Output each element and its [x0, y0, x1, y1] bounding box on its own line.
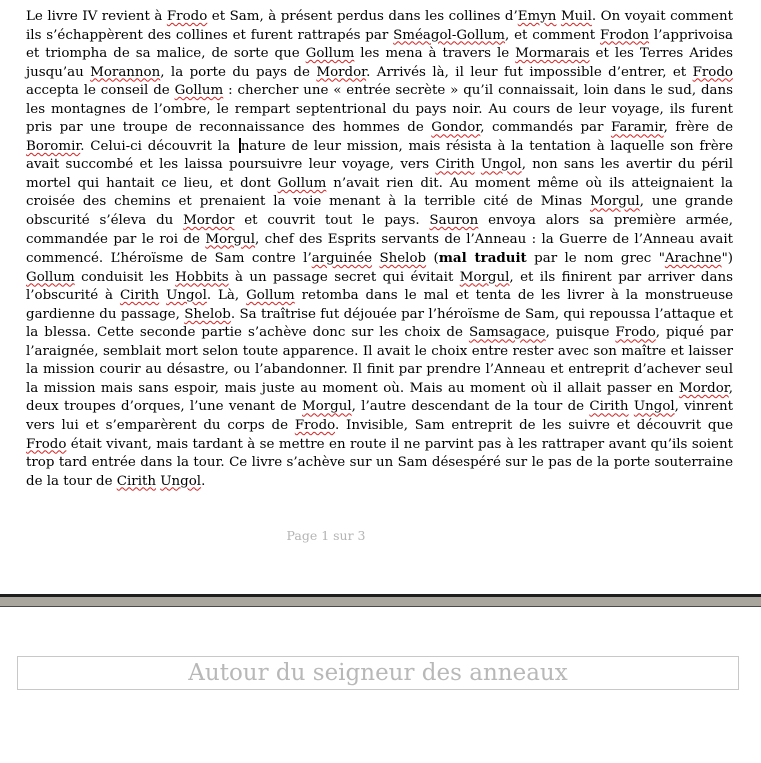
text-run: , non sans les avertir du péril mortel qui hantait ce lieu, et dont [26, 157, 733, 191]
misspelled-word: Emyn [517, 9, 557, 24]
misspelled-word: Morgul [590, 194, 640, 210]
misspelled-word: Frodon [600, 27, 650, 43]
text-run: Le livre IV revient à [26, 9, 167, 24]
misspelled-word: Frodo [615, 325, 656, 341]
misspelled-word: Mordor [316, 64, 367, 80]
text-run: , et comment [505, 27, 601, 43]
text-run: ( [426, 251, 439, 267]
misspelled-word: Frodo [166, 9, 208, 24]
text-run: nature de leur mission, mais résista à la tentation à laquelle son frère avait succombé et les laissa poursuivre leur voyage, vers [26, 138, 733, 173]
text-run: ") [721, 251, 733, 267]
misspelled-word: Ungol [633, 399, 675, 415]
page-footer: Page 1 sur 3 [286, 528, 366, 543]
text-run: , la porte du pays de [160, 64, 317, 80]
text-run: , piqué par l’araignée, semblait mort selon toute apparence. Il avait le choix entre rester avec son maître et laisser la mission courir au désastre, ou l’abandonner. Il finit par prendre l’Anneau et entreprit d’achever seul la mission mais sans espoir, mais juste au moment où. Mais au moment où il allait passer en [26, 325, 733, 396]
misspelled-word: Gollum [174, 83, 224, 99]
misspelled-word: Frodo [294, 418, 335, 434]
misspelled-word: arguinée [311, 251, 373, 267]
text-run: , une grande obscurité s’éleva du [26, 194, 733, 229]
misspelled-word: Sméagol-Gollum [393, 27, 505, 43]
text-run: , l’autre descendant de la tour de [351, 399, 590, 415]
misspelled-word: Cirith [116, 473, 156, 489]
misspelled-word: Muil [560, 9, 592, 24]
page-header-box[interactable] [17, 656, 739, 690]
text-run: , vinrent vers lui et s’emparèrent du corps de [26, 399, 734, 434]
misspelled-word: Gollum [26, 269, 75, 285]
text-run: à un passage secret qui évitait [228, 269, 460, 285]
text-run: , puisque [545, 325, 616, 341]
text-run: . Là, [206, 288, 247, 304]
misspelled-word: Faramir [610, 120, 664, 136]
misspelled-word: Gollum [277, 175, 327, 191]
text-run: n’avait rien dit. Au moment même où ils atteignaient la croisée des chemins et prenaient la voie menant à la terrible cité de Minas [26, 175, 733, 210]
misspelled-word: Mormarais [515, 46, 590, 62]
text-run: , chef des Esprits servants de l’Anneau : la Guerre de l’Anneau avait commencé. L’héroïsme de Sam contre l’ [26, 231, 733, 267]
text-run: et Sam, à présent perdus dans les collines d’ [207, 9, 518, 24]
text-run: et les Terres Arides jusqu’au [26, 46, 733, 80]
misspelled-word: Hobbits [175, 269, 229, 285]
misspelled-word: Cirith [589, 399, 629, 415]
misspelled-word: Frodo [692, 64, 733, 80]
page-separator [0, 597, 761, 606]
misspelled-word: Cirith [119, 288, 160, 304]
misspelled-word: Mordor [183, 213, 235, 229]
misspelled-word: Morgul [205, 231, 255, 247]
text-run: envoya alors sa première armée, commandée par le roi de [26, 213, 733, 247]
text-run: conduisit les [74, 269, 176, 285]
text-run: . [201, 473, 206, 489]
text-run: accepta le conseil de [26, 83, 175, 99]
misspelled-word: Shelob [379, 251, 427, 267]
misspelled-word: Boromir [26, 138, 81, 154]
misspelled-word: Gollum [305, 46, 355, 62]
text-run: : chercher une « entrée secrète » qu’il connaissait, loin dans le sud, dans les montagnes de l’ombre, le rempart septentrional du pays noir. Au cours de leur voyage, ils furent pris par une troupe de reconnaissance des hommes de [26, 83, 734, 136]
text-run: , frère de [663, 120, 734, 136]
text-run: et couvrit tout le pays. [234, 213, 430, 229]
misspelled-word: Ungol [160, 473, 202, 489]
text-run: retomba dans le mal et tenta de les livrer à la monstrueuse gardienne du passage, [26, 288, 733, 322]
bold-text: mal traduit [438, 250, 527, 267]
misspelled-word: Shelob [184, 306, 231, 322]
misspelled-word: Morgul [301, 399, 352, 415]
text-run: l’apprivoisa et triompha de sa malice, de sorte que [26, 27, 734, 62]
text-run: . Invisible, Sam entreprit de les suivre et découvrit que [334, 418, 733, 434]
text-run: par le nom grec " [526, 251, 665, 267]
text-run: . Arrivés là, il leur fut impossible d’entrer, et [366, 64, 693, 80]
text-run: les mena à travers le [354, 46, 516, 62]
text-run: . On voyait comment ils s’échappèrent des collines et furent rattrapés par [26, 9, 733, 43]
misspelled-word: Ungol [166, 288, 207, 304]
text-run: , commandés par [480, 120, 611, 136]
misspelled-word: Sauron [429, 213, 479, 229]
misspelled-word: Frodo [26, 436, 67, 452]
misspelled-word: Gondor [431, 120, 481, 136]
page-header-title: Autour du seigneur des anneaux [188, 660, 568, 686]
misspelled-word: Morgul [459, 269, 510, 285]
misspelled-word: Ungol [480, 157, 522, 173]
text-run: . Celui-ci découvrit la [80, 138, 236, 154]
misspelled-word: Morannon [90, 64, 161, 80]
misspelled-word: Mordor [678, 380, 729, 396]
body-paragraph[interactable] [26, 8, 733, 491]
document-page-2[interactable] [0, 607, 761, 763]
misspelled-word: Samsagace [468, 325, 546, 341]
text-run: , et ils finirent par arriver dans l’obscurité à [26, 269, 733, 304]
text-run: était vivant, mais tardant à se mettre en route il ne parvint pas à les rattraper avant qu’ils soient trop tard entrée dans la tour. Ce livre s’achève sur un Sam désespéré sur le pas de la porte souterraine de la tour de [26, 436, 733, 489]
text-run: , deux troupes d’orques, l’une venant de [26, 380, 733, 415]
misspelled-word: Gollum [246, 288, 295, 304]
misspelled-word: Arachne [664, 251, 722, 267]
misspelled-word: Cirith [435, 157, 475, 173]
text-run: . Sa traîtrise fut déjouée par l’héroïsme de Sam, qui repoussa l’attaque et la blessa. Cette seconde partie s’achève donc sur les choix de [26, 306, 733, 341]
